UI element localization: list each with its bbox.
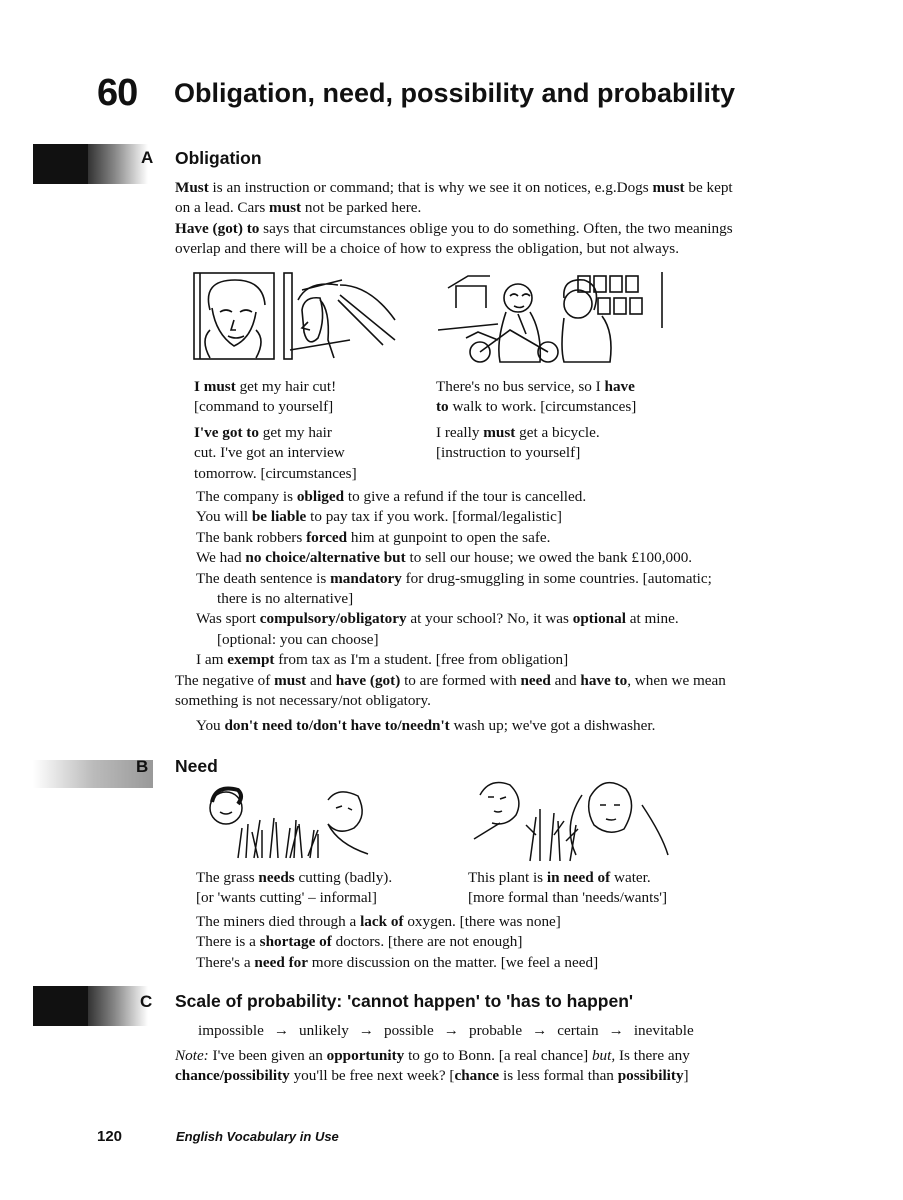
example-line: Was sport compulsory/obligatory at your school? No, it was optional at mine. bbox=[196, 610, 679, 628]
caption-line: The grass needs cutting (badly). bbox=[196, 869, 393, 886]
section-c-marker bbox=[33, 986, 88, 1026]
b-caption-left bbox=[196, 868, 466, 909]
section-c-note bbox=[175, 1046, 865, 1087]
scale-item: probable bbox=[468, 1022, 523, 1039]
unit-number: 60 bbox=[97, 72, 138, 114]
probability-scale bbox=[198, 1021, 838, 1041]
scale-item: impossible bbox=[198, 1022, 264, 1039]
caption-line: to walk to work. [circumstances] bbox=[436, 398, 637, 416]
negative-line: something is not necessary/not obligatory. bbox=[175, 692, 431, 710]
section-c-title: Scale of probability: 'cannot happen' to 'has to happen' bbox=[175, 991, 634, 1011]
intro-line: Must is an instruction or command; that is why we see it on notices, e.g.Dogs must be kept bbox=[175, 179, 733, 196]
example-line: I am exempt from tax as I'm a student. [free from obligation] bbox=[196, 651, 569, 669]
caption-line: cut. I've got an interview bbox=[194, 444, 345, 462]
page-number: 120 bbox=[97, 1128, 123, 1145]
grass-illustration bbox=[198, 780, 378, 860]
example-line: You will be liable to pay tax if you work. [formal/legalistic] bbox=[196, 508, 562, 526]
plant-illustration bbox=[470, 775, 670, 863]
intro-line: Have (got) to says that circumstances oblige you to do something. Often, the two meanings bbox=[175, 219, 733, 237]
scale-item: certain bbox=[557, 1022, 599, 1039]
intro-line: on a lead. Cars must not be parked here. bbox=[175, 199, 422, 217]
example-line: [optional: you can choose] bbox=[217, 630, 379, 648]
section-b-marker bbox=[33, 760, 153, 788]
section-b-title: Need bbox=[175, 756, 218, 776]
example-line: The miners died through a lack of oxygen. [there was none] bbox=[196, 913, 561, 930]
intro-line: overlap and there will be a choice of how to express the obligation, but not always. bbox=[175, 240, 679, 258]
caption-line: [instruction to yourself] bbox=[436, 444, 581, 462]
section-a-negative bbox=[175, 671, 865, 712]
scale-item: unlikely bbox=[299, 1022, 349, 1039]
scale-item: possible bbox=[383, 1022, 434, 1039]
section-b-letter: B bbox=[136, 757, 149, 776]
section-c-letter: C bbox=[140, 992, 153, 1011]
book-title: English Vocabulary in Use bbox=[176, 1129, 339, 1144]
caption-line: [command to yourself] bbox=[194, 398, 334, 416]
caption-right-column bbox=[436, 377, 696, 464]
arrow-right-icon: → bbox=[358, 1022, 374, 1039]
caption-line: I've got to get my hair bbox=[194, 423, 332, 441]
section-a-intro bbox=[175, 178, 855, 260]
section-a-marker-fade bbox=[88, 144, 148, 184]
arrow-right-icon: → bbox=[273, 1022, 290, 1039]
section-c-marker-fade bbox=[88, 986, 148, 1026]
caption-line: [or 'wants cutting' – informal] bbox=[196, 889, 377, 907]
note-line: Note: I've been given an opportunity to go to Bonn. [a real chance] but, Is there any bbox=[175, 1047, 690, 1064]
caption-line: [more formal than 'needs/wants'] bbox=[468, 889, 668, 907]
arrow-right-icon: → bbox=[608, 1022, 624, 1039]
negative-example: You don't need to/don't have to/needn't wash up; we've got a dishwasher. bbox=[196, 717, 656, 734]
arrow-right-icon: → bbox=[443, 1022, 459, 1039]
section-b-examples bbox=[196, 912, 856, 973]
example-line: We had no choice/alternative but to sell our house; we owed the bank £100,000. bbox=[196, 549, 693, 567]
caption-line: There's no bus service, so I have bbox=[436, 378, 635, 395]
section-a-letter: A bbox=[141, 148, 154, 167]
scale-item: inevitable bbox=[633, 1022, 694, 1039]
note-line: chance/possibility you'll be free next week? [chance is less formal than possibility] bbox=[175, 1067, 689, 1085]
caption-line: tomorrow. [circumstances] bbox=[194, 464, 357, 482]
section-a-examples bbox=[196, 487, 856, 671]
negative-line: The negative of must and have (got) to are formed with need and have to, when we mean bbox=[175, 672, 726, 689]
example-line: There is a shortage of doctors. [there are not enough] bbox=[196, 933, 523, 951]
example-line: The company is obliged to give a refund if the tour is cancelled. bbox=[196, 488, 587, 505]
caption-line: I must get my hair cut! bbox=[194, 378, 337, 395]
haircut-illustration bbox=[190, 270, 405, 362]
arrow-right-icon: → bbox=[532, 1022, 548, 1039]
caption-left-column bbox=[194, 377, 424, 484]
example-line: There's a need for more discussion on the matter. [we feel a need] bbox=[196, 953, 599, 971]
b-caption-right bbox=[468, 868, 758, 909]
example-line: The bank robbers forced him at gunpoint to open the safe. bbox=[196, 528, 551, 546]
caption-line: I really must get a bicycle. bbox=[436, 423, 600, 441]
example-line: The death sentence is mandatory for drug-smuggling in some countries. [automatic; bbox=[196, 569, 712, 587]
section-a-title: Obligation bbox=[175, 148, 262, 168]
section-a-marker bbox=[33, 144, 88, 184]
caption-line: This plant is in need of water. bbox=[468, 869, 651, 886]
bicycle-illustration bbox=[438, 268, 670, 366]
example-line: there is no alternative] bbox=[217, 590, 354, 608]
unit-title: Obligation, need, possibility and probability bbox=[174, 78, 736, 108]
